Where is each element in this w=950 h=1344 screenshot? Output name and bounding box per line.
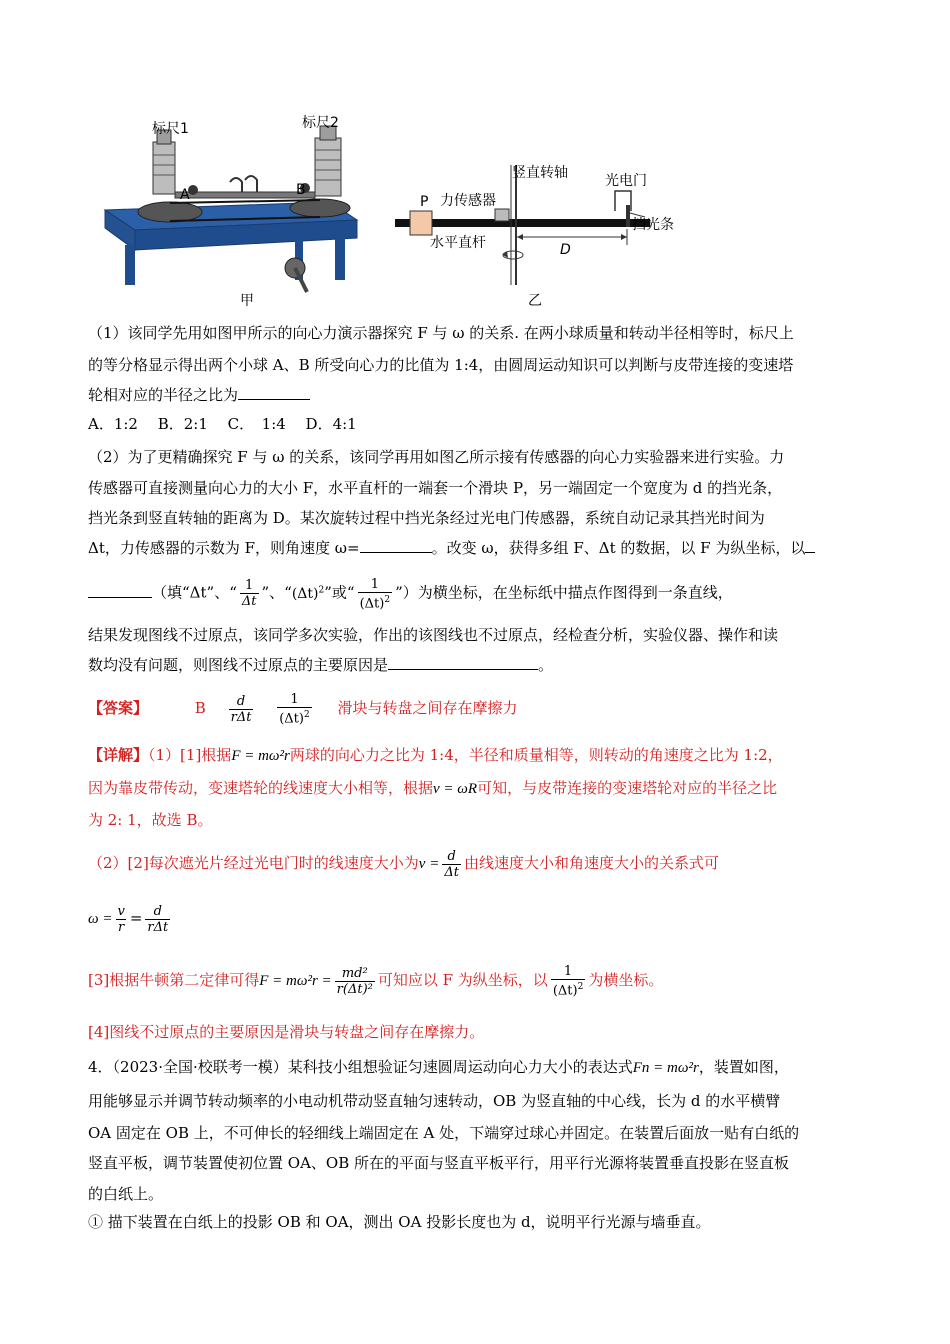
q1-line-3-text: 轮相对应的半径之比为 xyxy=(88,386,239,404)
formula-omega-eq: ω = xyxy=(88,911,113,927)
label-force-sensor: 力传感器 xyxy=(440,193,496,209)
detail-line-2 xyxy=(88,778,777,799)
caption-jia: 甲 xyxy=(240,293,254,309)
q2-line-6: 结果发现图线不过原点，该同学多次实验，作出的该图线也不过原点，经检查分析，实验仪器、操作和读 xyxy=(88,626,779,644)
formula-f-mw2r: F = mω²r xyxy=(231,748,290,764)
detail-line-1-a: （1）[1]根据 xyxy=(148,746,232,764)
q2-line-4 xyxy=(88,538,815,558)
answer-tag: 【答案】 xyxy=(88,699,149,717)
q4-line-4: 竖直平板，调节装置使初位置 OA、OB 所在的平面与竖直平板平行，用平行光源将装置垂直投影在竖直板 xyxy=(88,1154,789,1172)
fraction-1-over-dt-squared: $\frac{1}{(\Delta t)^2}$ xyxy=(359,576,391,611)
detail-tag: 【详解】 xyxy=(88,746,149,764)
q4-line-6: ① 描下装置在白纸上的投影 OB 和 OA，测出 OA 投影长度也为 d，说明平行光源与墙垂直。 xyxy=(88,1213,711,1231)
q4-line-3: OA 固定在 OB 上，不可伸长的轻细线上端固定在 A 处，下端穿过球心并固定。在装置后面放一贴有白纸的 xyxy=(88,1124,800,1142)
q4-line-2: 用能够显示并调节转动频率的小电动机带动竖直轴匀速转动，OB 为竖直轴的中心线，长为 d 的水平横臂 xyxy=(88,1092,781,1110)
detail-line-6-a: [3]根据牛顿第二定律可得 xyxy=(88,971,260,989)
detail-line-7: [4]图线不过原点的主要原因是滑块与转盘之间存在摩擦力。 xyxy=(88,1023,485,1041)
detail-line-4-a: （2）[2]每次遮光片经过光电门时的线速度大小为 xyxy=(88,854,419,872)
q2-line-1: （2）为了更精确探究 F 与 ω 的关系，该同学再用如图乙所示接有传感器的向心力实验器来进行实验。力 xyxy=(88,448,785,466)
fraction-v-over-r: $\frac{v}{r}$ xyxy=(117,903,125,935)
q2-line-5-c: ”或“ xyxy=(324,583,355,602)
answer-2b-fraction: $\frac{1}{(\Delta t)^2}$ xyxy=(279,691,310,727)
q1-line-2: 的等分格显示得出两个小球 A、B 所受向心力的比值为 1:4，由圆周运动知识可以判断与皮带连接的变速塔 xyxy=(88,356,794,374)
figure-jia-demonstrator xyxy=(95,110,365,310)
label-strip: 挡光条 xyxy=(632,217,674,233)
dt-squared: $(\Delta t)^2$ xyxy=(291,585,325,602)
detail-line-1 xyxy=(88,745,783,766)
formula-v-eq: v = xyxy=(418,856,440,872)
q4-line-1-a: 4．（2023·全国·校联考一模）某科技小组想验证匀速圆周运动向心力大小的表达式 xyxy=(88,1058,633,1076)
detail-line-5 xyxy=(88,900,173,936)
q2-line-7-text: 数均没有问题，则图线不过原点的主要原因是 xyxy=(88,656,389,674)
detail-line-1-b: 两球的向心力之比为 1:4，半径和质量相等，则转动的角速度之比为 1:2， xyxy=(289,746,783,764)
q2-line-5-a: （填“Δt”、“ xyxy=(152,583,237,602)
answer-1: B xyxy=(194,699,206,717)
formula-newton: F = mω²r = xyxy=(259,973,332,989)
q2-line-2: 传感器可直接测量向心力的大小 F，水平直杆的一端套一个滑块 P，另一端固定一个宽度为 d 的挡光条， xyxy=(88,479,783,497)
formula-fn: Fn = mω²r xyxy=(632,1060,699,1076)
q2-omega-blank[interactable] xyxy=(360,538,432,553)
fraction-d-over-dt: $\frac{d}{\Delta t}$ xyxy=(444,848,459,880)
q1-options: A．1:2 B．2:1 C． 1:4 D．4:1 xyxy=(88,415,357,433)
q1-line-1: （1）该同学先用如图甲所示的向心力演示器探究 F 与 ω 的关系. 在两小球质量和转动半径相等时，标尺上 xyxy=(88,324,794,342)
q4-line-5: 的白纸上。 xyxy=(88,1185,164,1203)
q2-axis-blank-start[interactable] xyxy=(805,538,815,553)
label-scale-2: 标尺2 xyxy=(302,115,339,131)
q4-line-1 xyxy=(88,1057,789,1078)
label-scale-1: 标尺1 xyxy=(152,121,189,137)
detail-line-4 xyxy=(88,845,719,881)
answer-line xyxy=(88,690,518,726)
formula-v-wr: v = ωR xyxy=(433,781,478,797)
q2-line-5-b: ”、“ xyxy=(261,583,292,602)
q2-line-5-d: ”）为横坐标，在坐标纸中描点作图得到一条直线， xyxy=(395,583,733,602)
label-rod: 水平直杆 xyxy=(430,235,486,251)
q2-line-7: 数均没有问题，则图线不过原点的主要原因是 。 xyxy=(88,656,554,674)
fraction-1-over-dt2-detail: $\frac{1}{(\Delta t)^2}$ xyxy=(552,963,584,999)
detail-line-6-c: 为横坐标。 xyxy=(588,971,664,989)
label-distance-d: D xyxy=(560,242,571,258)
detail-line-4-b: 由线速度大小和角速度大小的关系式可 xyxy=(463,854,719,872)
q4-line-1-b: ，装置如图， xyxy=(698,1058,789,1076)
fraction-md2-over-rdt2: $\frac{\text{md²}}{\text{r(Δt)²}}$ xyxy=(336,965,373,997)
fraction-d-over-rdt: $\frac{d}{\text{rΔt}}$ xyxy=(147,903,169,935)
label-vertical-axis: 竖直转轴 xyxy=(512,165,568,181)
detail-line-2-b: 可知，与皮带连接的变速塔轮对应的半径之比 xyxy=(477,779,778,797)
label-slider-p: P xyxy=(420,194,429,210)
detail-line-2-a: 因为靠皮带传动，变速塔轮的线速度大小相等，根据 xyxy=(88,779,434,797)
q2-reason-blank[interactable] xyxy=(388,655,538,670)
answer-2-fraction: $\frac{d}{\text{rΔt}}$ xyxy=(230,693,252,725)
detail-line-3: 为 2: 1，故选 B。 xyxy=(88,811,213,829)
equals-sign: = xyxy=(129,909,143,927)
detail-line-6-b: 可知应以 F 为纵坐标，以 xyxy=(377,971,548,989)
fraction-1-over-dt: $\frac{1}{\Delta t}$ xyxy=(241,578,257,610)
label-ball-a: A xyxy=(180,187,190,203)
q2-line-5 xyxy=(88,572,733,611)
label-ball-b: B xyxy=(296,182,306,198)
q1-line-3 xyxy=(88,385,310,405)
q2-line-4-a: Δt，力传感器的示数为 F，则角速度 ω= xyxy=(88,539,360,557)
q2-line-3: 挡光条到竖直转轴的距离为 D。某次旋转过程中挡光条经过光电门传感器，系统自动记录其挡光时间为 xyxy=(88,509,765,527)
caption-yi: 乙 xyxy=(528,293,542,309)
q2-axis-blank[interactable] xyxy=(88,583,152,598)
q1-answer-blank[interactable] xyxy=(238,385,310,400)
label-photogate: 光电门 xyxy=(605,173,647,189)
answer-3: 滑块与转盘之间存在摩擦力 xyxy=(337,699,518,717)
q2-line-4-b: 。改变 ω，获得多组 F、Δt 的数据，以 F 为纵坐标，以 xyxy=(431,539,806,557)
detail-line-6 xyxy=(88,962,663,998)
